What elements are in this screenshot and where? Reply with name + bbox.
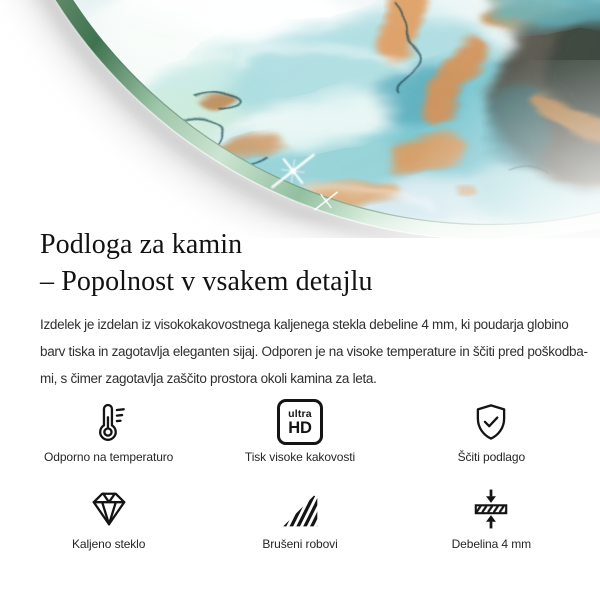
feature-label: Tisk visoke kakovosti (244, 450, 356, 464)
description-line: barv tiska in zagotavlja eleganten sijaj. Odporen je na visoke temperature in ščiti pred poškodba- (40, 344, 588, 359)
feature-protection (396, 396, 587, 464)
page-title (40, 226, 373, 300)
thermometer-icon (88, 396, 130, 448)
uhd-badge-bottom-text: HD (288, 418, 312, 437)
feature-label: Ščiti podlago (457, 450, 526, 464)
page-title-line-2: – Popolnost v vsakem detajlu (40, 266, 373, 297)
feature-label: Odporno na temperaturo (44, 450, 174, 464)
feature-thickness (396, 483, 587, 551)
feature-label: Debelina 4 mm (451, 537, 532, 551)
uhd-badge-top-text: ultra (288, 407, 312, 420)
description-line: Izdelek je izdelan iz visokokakovostnega kaljenega stekla debeline 4 mm, ki poudarja globino (40, 317, 569, 332)
feature-tempered-glass (13, 483, 204, 551)
brushed-edges-icon (279, 483, 321, 535)
product-description (40, 311, 588, 392)
page-title-line-1: Podloga za kamin (40, 229, 243, 260)
feature-print-quality (204, 396, 395, 464)
features-grid (13, 396, 587, 551)
thickness-icon (470, 483, 512, 535)
description-line: mi, s čimer zagotavlja zaščito prostora okoli kamina za leta. (40, 371, 377, 386)
shield-check-icon (470, 396, 512, 448)
feature-label: Kaljeno steklo (72, 537, 146, 551)
ultra-hd-icon (277, 396, 323, 448)
feature-temperature (13, 396, 204, 464)
feature-polished-edges (204, 483, 395, 551)
diamond-icon (88, 483, 130, 535)
feature-label: Brušeni robovi (262, 537, 338, 551)
